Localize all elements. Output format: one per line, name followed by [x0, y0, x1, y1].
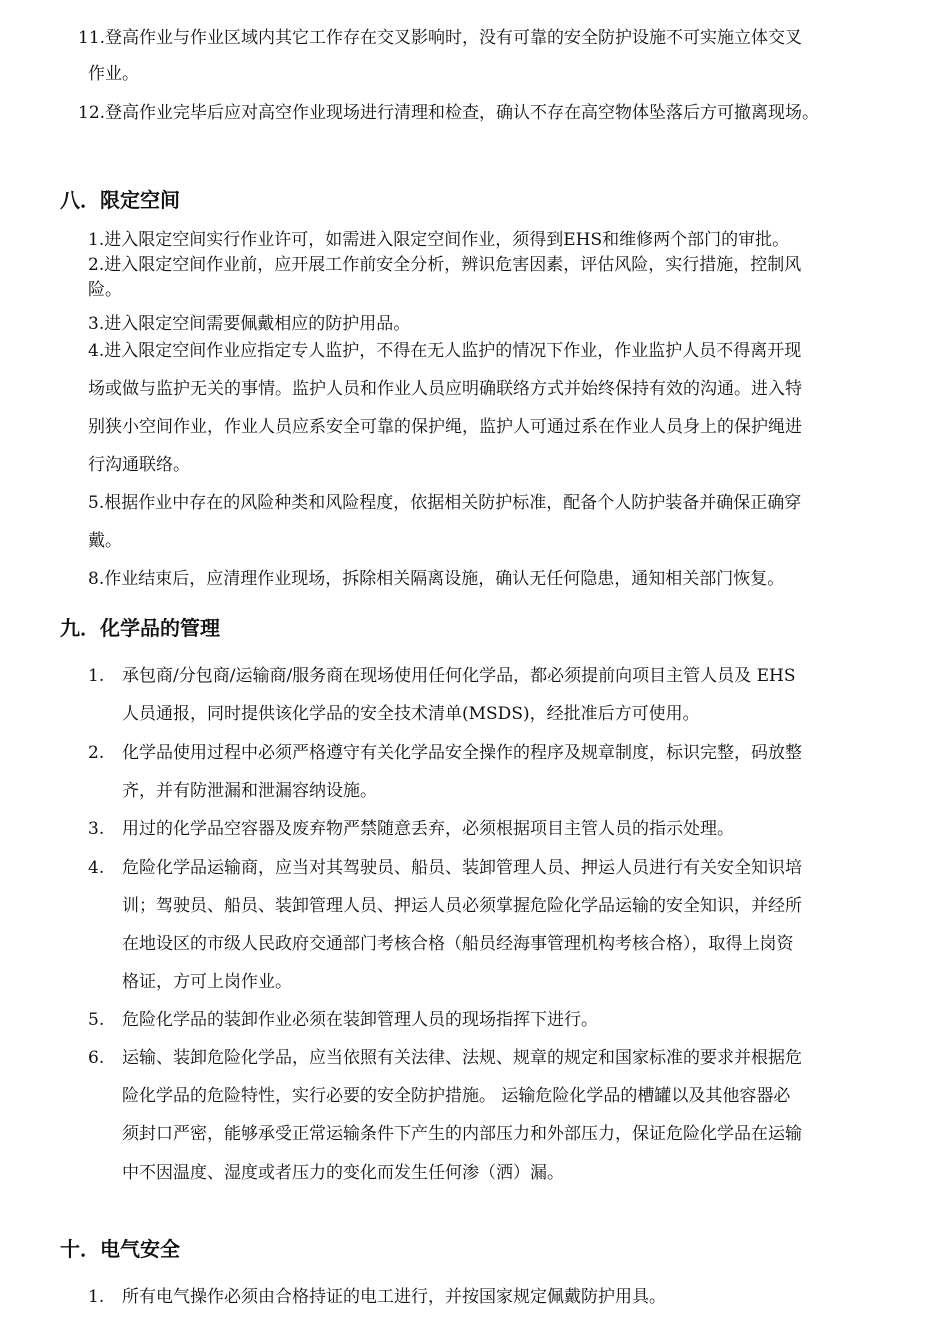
- paragraph-line: 4.进入限定空间作业应指定专人监护，不得在无人监护的情况下作业，作业监护人员不得离开现: [88, 341, 802, 361]
- paragraph-line: 行沟通联络。: [88, 455, 190, 475]
- list-item-line: 化学品使用过程中必须严格遵守有关化学品安全操作的程序及规章制度，标识完整，码放整: [122, 743, 802, 763]
- list-number: 3.: [88, 819, 105, 839]
- list-item-line: 在地设区的市级人民政府交通部门考核合格（船员经海事管理机构考核合格），取得上岗资: [122, 934, 794, 954]
- list-item-line: 中不因温度、湿度或者压力的变化而发生任何渗（洒）漏。: [122, 1163, 564, 1183]
- list-number: 1.: [88, 1287, 105, 1307]
- list-number: 5.: [88, 1010, 105, 1030]
- paragraph-line: 戴。: [88, 531, 122, 551]
- list-item-line: 格证，方可上岗作业。: [122, 972, 292, 992]
- list-item-line: 险化学品的危险特性，实行必要的安全防护措施。 运输危险化学品的槽罐以及其他容器必: [122, 1086, 791, 1106]
- list-item-line: 危险化学品的装卸作业必须在装卸管理人员的现场指挥下进行。: [122, 1010, 598, 1030]
- paragraph-line: 3.进入限定空间需要佩戴相应的防护用品。: [88, 314, 411, 334]
- paragraph-line: 5.根据作业中存在的风险种类和风险程度，依据相关防护标准，配备个人防护装备并确保正确穿: [88, 493, 802, 513]
- list-number: 4.: [88, 858, 105, 878]
- list-item-line: 危险化学品运输商，应当对其驾驶员、船员、装卸管理人员、押运人员进行有关安全知识培: [122, 858, 802, 878]
- section-heading: 九．化学品的管理: [60, 616, 220, 640]
- list-number: 2.: [88, 743, 105, 763]
- list-number: 1.: [88, 666, 105, 686]
- list-item-line: 训；驾驶员、船员、装卸管理人员、押运人员必须掌握危险化学品运输的安全知识，并经所: [122, 896, 802, 916]
- list-item-line: 人员通报，同时提供该化学品的安全技术清单(MSDS)，经批准后方可使用。: [122, 704, 700, 724]
- paragraph-line: 别狭小空间作业，作业人员应系安全可靠的保护绳，监护人可通过系在作业人员身上的保护绳进: [88, 417, 802, 437]
- paragraph-line: 作业。: [88, 64, 139, 84]
- list-item-line: 须封口严密，能够承受正常运输条件下产生的内部压力和外部压力，保证危险化学品在运输: [122, 1124, 802, 1144]
- list-item-line: 运输、装卸危险化学品，应当依照有关法律、法规、规章的规定和国家标准的要求并根据危: [122, 1048, 802, 1068]
- list-item-line: 承包商/分包商/运输商/服务商在现场使用任何化学品，都必须提前向项目主管人员及 EHS: [122, 666, 796, 686]
- list-item-line: 所有电气操作必须由合格持证的电工进行，并按国家规定佩戴防护用具。: [122, 1287, 666, 1307]
- paragraph-line: 12.登高作业完毕后应对高空作业现场进行清理和检查，确认不存在高空物体坠落后方可撤离现场。: [78, 103, 820, 123]
- section-heading: 十．电气安全: [60, 1237, 180, 1261]
- section-heading: 八．限定空间: [60, 188, 180, 212]
- paragraph-line: 1.进入限定空间实行作业许可，如需进入限定空间作业，须得到EHS和维修两个部门的审批。: [88, 230, 790, 250]
- paragraph-line: 险。: [88, 280, 122, 300]
- list-item-line: 齐，并有防泄漏和泄漏容纳设施。: [122, 781, 377, 801]
- list-item-line: 用过的化学品空容器及废弃物严禁随意丢弃，必须根据项目主管人员的指示处理。: [122, 819, 734, 839]
- paragraph-line: 场或做与监护无关的事情。监护人员和作业人员应明确联络方式并始终保持有效的沟通。进入特: [88, 379, 802, 399]
- paragraph-line: 8.作业结束后，应清理作业现场，拆除相关隔离设施，确认无任何隐患，通知相关部门恢复。: [88, 569, 785, 589]
- paragraph-line: 11.登高作业与作业区域内其它工作存在交叉影响时，没有可靠的安全防护设施不可实施立体交叉: [78, 28, 803, 48]
- paragraph-line: 2.进入限定空间作业前，应开展工作前安全分析，辨识危害因素，评估风险，实行措施，控制风: [88, 255, 802, 275]
- list-number: 6.: [88, 1048, 105, 1068]
